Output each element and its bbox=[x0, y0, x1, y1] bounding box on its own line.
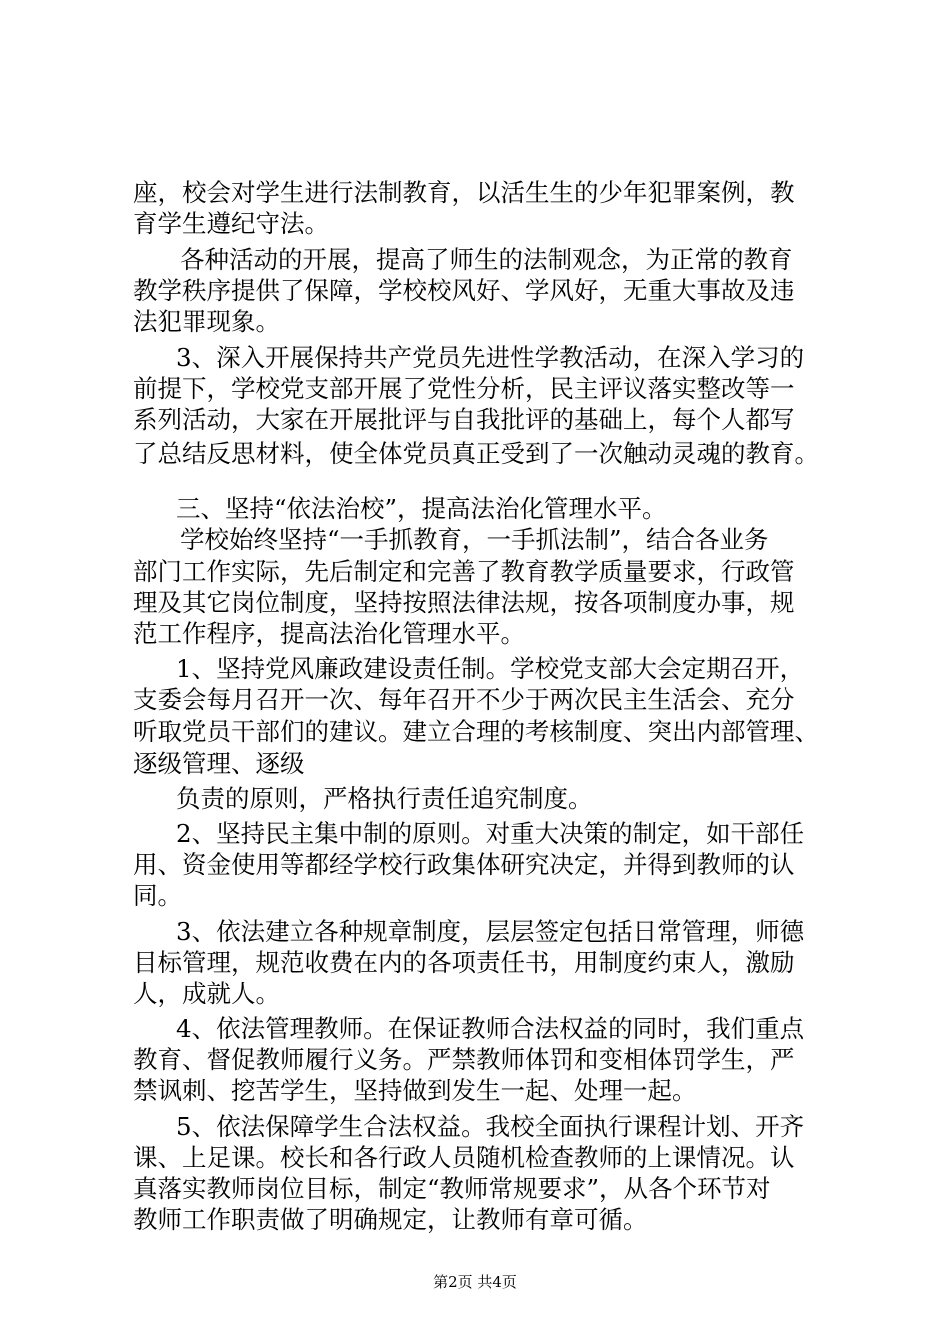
text-line: 理及其它岗位制度，坚持按照法律法规，按各项制度办事，规 bbox=[133, 588, 795, 617]
text-line: 用、资金使用等都经学校行政集体研究决定，并得到教师的认 bbox=[133, 850, 795, 879]
text-line: 范工作程序，提高法治化管理水平。 bbox=[133, 619, 525, 648]
text-line: 听取党员干部们的建议。建立合理的考核制度、突出内部管理、 bbox=[133, 717, 819, 746]
text-line: 人，成就人。 bbox=[133, 979, 280, 1008]
text-line: 学校始终坚持“一手抓教育，一手抓法制”，结合各业务 bbox=[180, 525, 769, 554]
text-line: 2、坚持民主集中制的原则。对重大决策的制定，如干部任 bbox=[176, 819, 805, 848]
text-line: 3、依法建立各种规章制度，层层签定包括日常管理，师德 bbox=[176, 917, 805, 946]
text-line: 4、依法管理教师。在保证教师合法权益的同时，我们重点 bbox=[176, 1014, 805, 1043]
text-line: 课、上足课。校长和各行政人员随机检查教师的上课情况。认 bbox=[133, 1143, 795, 1172]
text-line: 教育、督促教师履行义务。严禁教师体罚和变相体罚学生，严 bbox=[133, 1045, 795, 1074]
text-line: 法犯罪现象。 bbox=[133, 307, 280, 336]
text-line: 禁讽刺、挖苦学生，坚持做到发生一起、处理一起。 bbox=[133, 1076, 697, 1105]
text-line: 3、深入开展保持共产党员先进性学教活动，在深入学习的 bbox=[176, 343, 805, 372]
text-line: 1、坚持党风廉政建设责任制。学校党支部大会定期召开， bbox=[176, 654, 805, 683]
text-line: 系列活动，大家在开展批评与自我批评的基础上，每个人都写 bbox=[133, 405, 795, 434]
page-number-footer: 第2页 共4页 bbox=[433, 1273, 517, 1291]
text-line: 教师工作职责做了明确规定，让教师有章可循。 bbox=[133, 1205, 648, 1234]
text-line: 前提下，学校党支部开展了党性分析，民主评议落实整改等一 bbox=[133, 374, 795, 403]
text-line: 负责的原则，严格执行责任追究制度。 bbox=[176, 784, 593, 813]
text-line: 同。 bbox=[133, 881, 182, 910]
section-heading: 三、坚持“依法治校”，提高法治化管理水平。 bbox=[176, 494, 667, 523]
text-line: 部门工作实际，先后制定和完善了教育教学质量要求，行政管 bbox=[133, 557, 795, 586]
text-line: 了总结反思材料，使全体党员真正受到了一次触动灵魂的教育。 bbox=[133, 439, 819, 468]
text-line: 逐级管理、逐级 bbox=[133, 749, 305, 778]
text-line: 各种活动的开展，提高了师生的法制观念，为正常的教育 bbox=[180, 245, 793, 274]
text-line: 教学秩序提供了保障，学校校风好、学风好，无重大事故及违 bbox=[133, 276, 795, 305]
text-line: 目标管理，规范收费在内的各项责任书，用制度约束人，激励 bbox=[133, 948, 795, 977]
text-line: 真落实教师岗位目标，制定“教师常规要求”，从各个环节对 bbox=[133, 1174, 771, 1203]
text-line: 5、依法保障学生合法权益。我校全面执行课程计划、开齐 bbox=[176, 1112, 805, 1141]
text-line: 育学生遵纪守法。 bbox=[133, 209, 329, 238]
text-line: 座，校会对学生进行法制教育，以活生生的少年犯罪案例，教 bbox=[133, 178, 795, 207]
text-line: 支委会每月召开一次、每年召开不少于两次民主生活会、充分 bbox=[133, 685, 795, 714]
